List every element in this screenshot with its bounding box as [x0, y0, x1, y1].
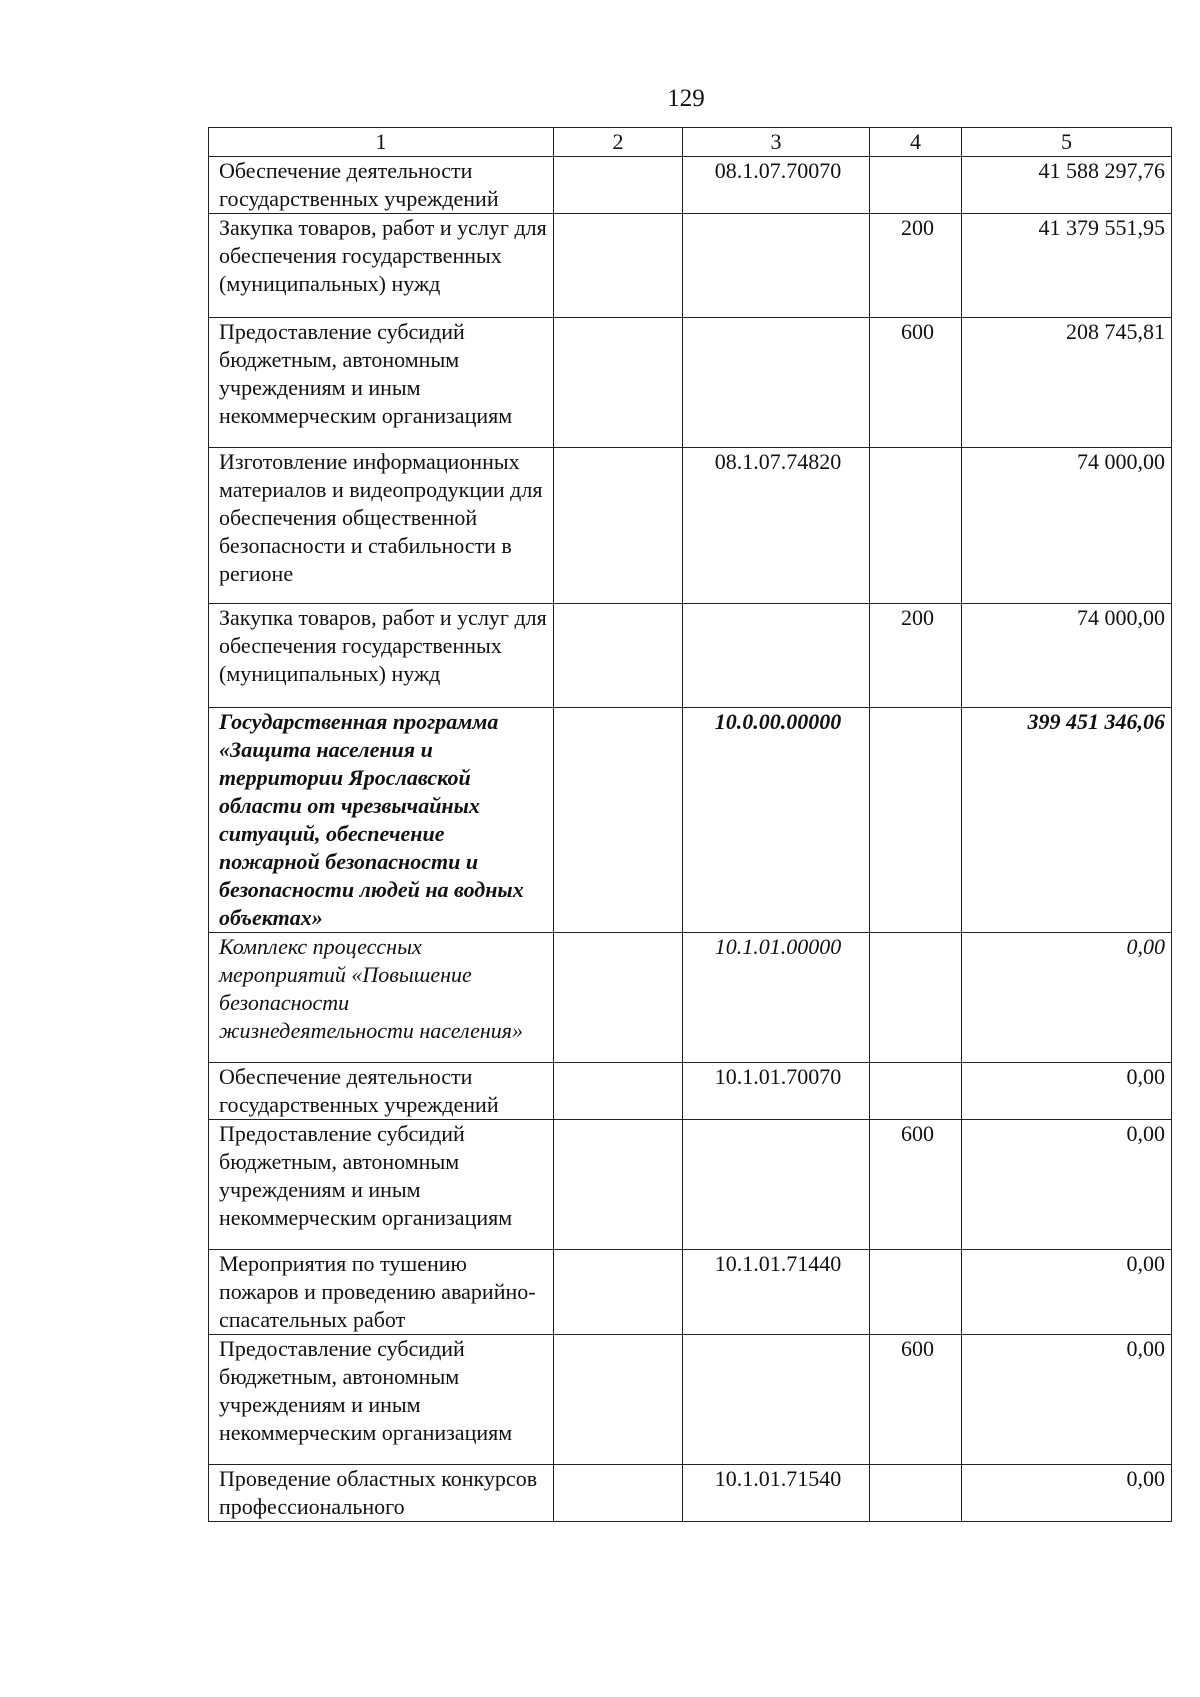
- row-col2: [554, 604, 683, 708]
- row-name: Закупка товаров, работ и услуг для обеспечения государственных (муниципальных) нужд: [209, 604, 554, 708]
- row-col2: [554, 1063, 683, 1120]
- table-row: [209, 1250, 1172, 1335]
- row-sum: 0,00: [962, 1335, 1172, 1465]
- row-name: Обеспечение деятельности государственных учреждений: [209, 157, 554, 214]
- row-code: 10.1.01.71440: [683, 1250, 870, 1335]
- row-sum: 0,00: [962, 1063, 1172, 1120]
- header-col-4: 4: [870, 128, 962, 157]
- row-col2: [554, 1335, 683, 1465]
- budget-table: [208, 127, 1172, 1522]
- row-sum: 41 588 297,76: [962, 157, 1172, 214]
- row-expense-type: [870, 1250, 962, 1335]
- row-col2: [554, 1465, 683, 1522]
- header-col-2: 2: [554, 128, 683, 157]
- row-sum: 0,00: [962, 1120, 1172, 1250]
- row-name: Предоставление субсидий бюджетным, автономным учреждениям и иным некоммерческим организациям: [209, 318, 554, 448]
- row-sum: 0,00: [962, 1250, 1172, 1335]
- row-code: [683, 604, 870, 708]
- row-expense-type: 600: [870, 318, 962, 448]
- row-expense-type: [870, 448, 962, 604]
- row-sum: 0,00: [962, 933, 1172, 1063]
- row-code: 08.1.07.70070: [683, 157, 870, 214]
- row-sum: 208 745,81: [962, 318, 1172, 448]
- row-col2: [554, 933, 683, 1063]
- row-name: Изготовление информационных материалов и видеопродукции для обеспечения общественной безопасности и стабильности в регионе: [209, 448, 554, 604]
- row-expense-type: 200: [870, 604, 962, 708]
- row-col2: [554, 448, 683, 604]
- row-col2: [554, 157, 683, 214]
- table-row: [209, 448, 1172, 604]
- table-row: [209, 1335, 1172, 1465]
- row-col2: [554, 1250, 683, 1335]
- row-code: 10.1.01.71540: [683, 1465, 870, 1522]
- row-code: 08.1.07.74820: [683, 448, 870, 604]
- row-name: Предоставление субсидий бюджетным, автономным учреждениям и иным некоммерческим организациям: [209, 1120, 554, 1250]
- row-name: Закупка товаров, работ и услуг для обеспечения государственных (муниципальных) нужд: [209, 214, 554, 318]
- header-col-3: 3: [683, 128, 870, 157]
- header-col-5: 5: [962, 128, 1172, 157]
- row-expense-type: 200: [870, 214, 962, 318]
- table-row: [209, 318, 1172, 448]
- row-expense-type: [870, 157, 962, 214]
- row-code: 10.1.01.70070: [683, 1063, 870, 1120]
- row-col2: [554, 214, 683, 318]
- row-name: Обеспечение деятельности государственных учреждений: [209, 1063, 554, 1120]
- row-name: Мероприятия по тушению пожаров и проведению аварийно-спасательных работ: [209, 1250, 554, 1335]
- table-row: [209, 1465, 1172, 1522]
- table-row: [209, 1120, 1172, 1250]
- table-row: [209, 604, 1172, 708]
- table-body: [209, 157, 1172, 1522]
- row-code: 10.0.00.00000: [683, 708, 870, 933]
- header-col-1: 1: [209, 128, 554, 157]
- row-expense-type: 600: [870, 1120, 962, 1250]
- table-row: [209, 1063, 1172, 1120]
- row-expense-type: [870, 708, 962, 933]
- row-code: [683, 318, 870, 448]
- row-expense-type: [870, 933, 962, 1063]
- table-row: [209, 933, 1172, 1063]
- row-code: [683, 1120, 870, 1250]
- row-col2: [554, 708, 683, 933]
- row-sum: 74 000,00: [962, 604, 1172, 708]
- row-expense-type: 600: [870, 1335, 962, 1465]
- row-code: [683, 214, 870, 318]
- row-name: Комплекс процессных мероприятий «Повышение безопасности жизнедеятельности населения»: [209, 933, 554, 1063]
- row-sum: 74 000,00: [962, 448, 1172, 604]
- page-number: 129: [667, 85, 705, 112]
- row-code: [683, 1335, 870, 1465]
- row-sum: 0,00: [962, 1465, 1172, 1522]
- row-code: 10.1.01.00000: [683, 933, 870, 1063]
- table-row: [209, 708, 1172, 933]
- header-row: [209, 128, 1172, 157]
- row-name: Проведение областных конкурсов профессионального: [209, 1465, 554, 1522]
- table-row: [209, 214, 1172, 318]
- table-row: [209, 157, 1172, 214]
- row-col2: [554, 318, 683, 448]
- row-col2: [554, 1120, 683, 1250]
- row-sum: 41 379 551,95: [962, 214, 1172, 318]
- row-expense-type: [870, 1063, 962, 1120]
- row-sum: 399 451 346,06: [962, 708, 1172, 933]
- row-expense-type: [870, 1465, 962, 1522]
- row-name: Предоставление субсидий бюджетным, автономным учреждениям и иным некоммерческим организациям: [209, 1335, 554, 1465]
- row-name: Государственная программа «Защита населения и территории Ярославской области от чрезвычайных ситуаций, обеспечение пожарной безопасности и безопасности людей на водных объектах»: [209, 708, 554, 933]
